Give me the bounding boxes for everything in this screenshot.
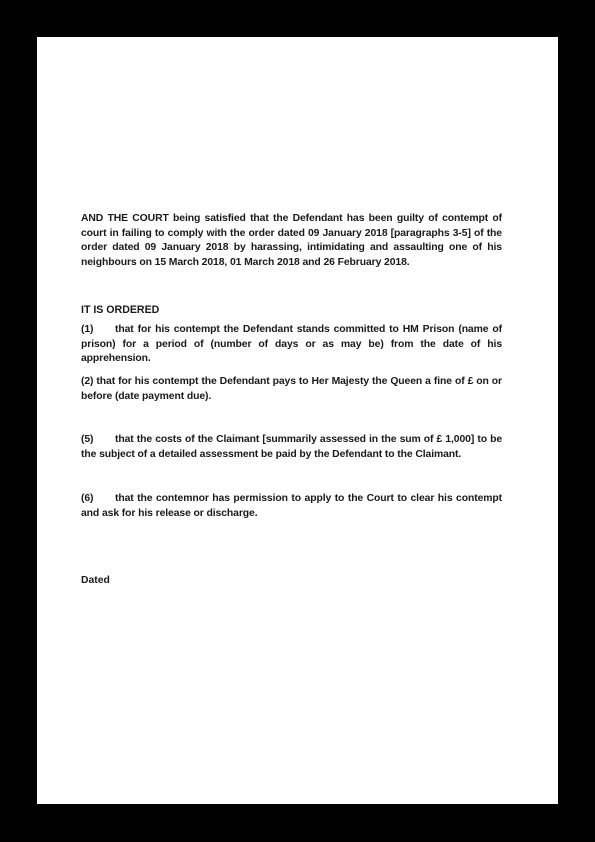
paragraph-text: that the contemnor has permission to apply to the Court to clear his contempt and ask for his release or discharge.	[81, 493, 502, 519]
paragraph-number: (5)	[81, 434, 94, 445]
order-paragraph-1	[81, 323, 502, 367]
order-heading: IT IS ORDERED	[81, 304, 160, 316]
dated-label: Dated	[81, 575, 110, 586]
recital-paragraph: AND THE COURT being satisfied that the Defendant has been guilty of contempt of court in failing to comply with the order dated 09 January 2018 [paragraphs 3-5] of the order dated 09 January 2018 by harassing, intimidating and assaulting one of his neighbours on 15 March 2018, 01 March 2018 and 26 February 2018.	[81, 213, 502, 268]
order-paragraph-2: (2) that for his contempt the Defendant pays to Her Majesty the Queen a fine of £ on or before (date payment due).	[81, 376, 502, 402]
order-paragraph-6	[81, 492, 502, 521]
paragraph-number: (6)	[81, 493, 94, 504]
paragraph-text: that the costs of the Claimant [summarily assessed in the sum of £ 1,000] to be the subject of a detailed assessment be paid by the Defendant to the Claimant.	[81, 434, 502, 460]
order-paragraph-5	[81, 433, 502, 462]
paragraph-text: that for his contempt the Defendant stands committed to HM Prison (name of prison) for a period of (number of days or as may be) from the date of his apprehension.	[81, 324, 502, 365]
document-page	[37, 37, 558, 804]
paragraph-number: (1)	[81, 324, 94, 335]
